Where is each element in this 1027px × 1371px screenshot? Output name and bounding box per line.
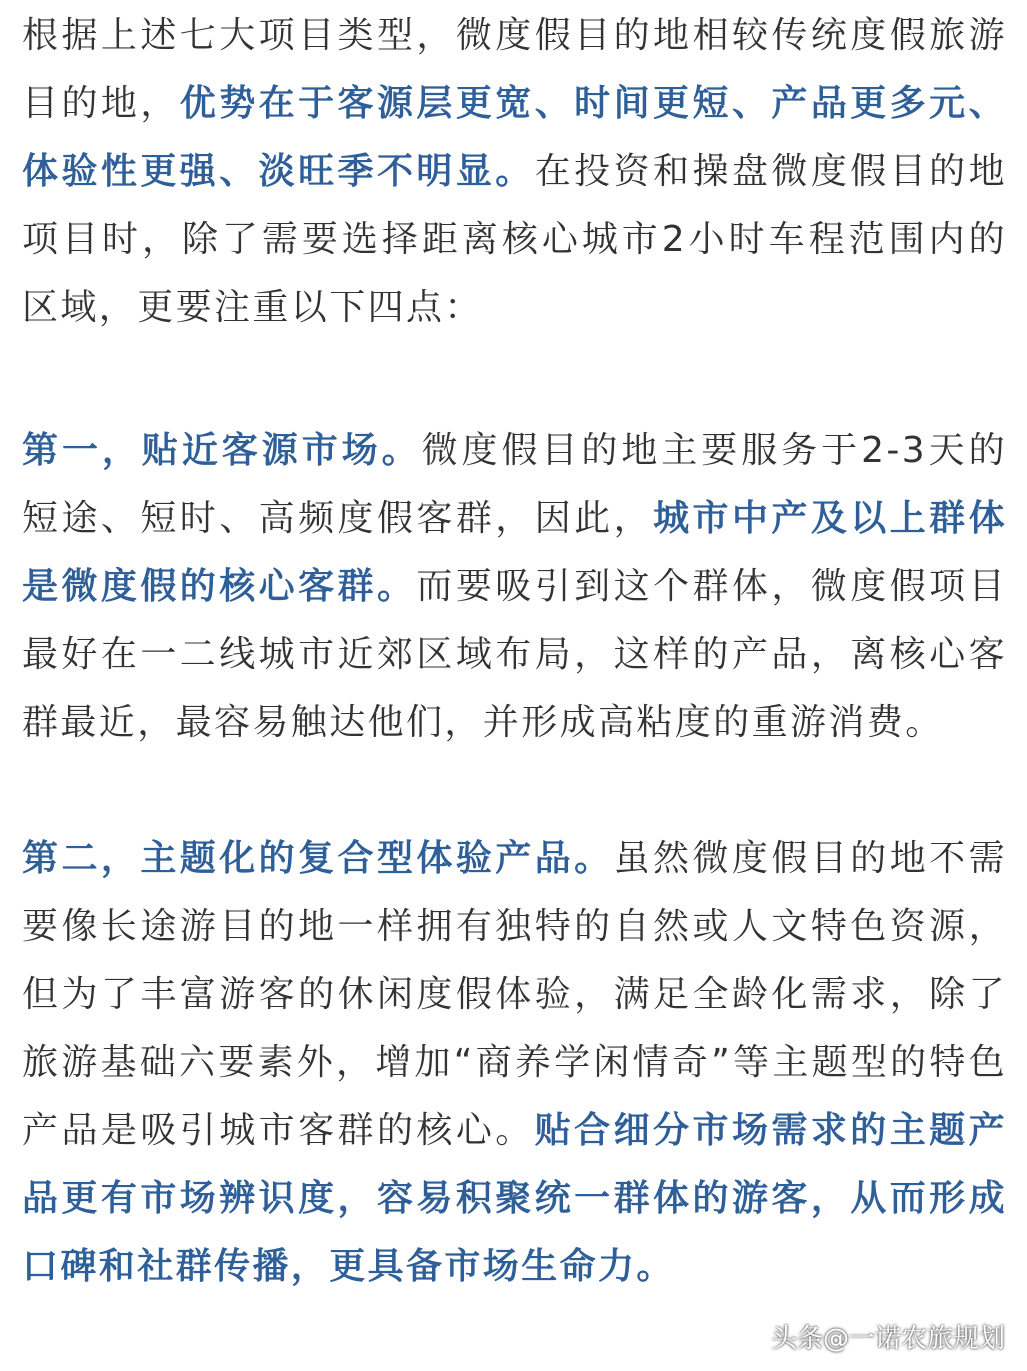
article-body [22,0,1007,1301]
point-one-emphasis: 城市中产及以上群体是微度假的核心客群。 [22,498,1007,607]
point-one-text-continued: 而要吸引到这个群体，微度假项目最好在一二线城市近郊区域布局，这样的产品，离核心客群最近，最容易触达他们，并形成高粘度的重游消费。 [22,566,1007,743]
intro-text-continued: 在投资和操盘微度假目的地项目时，除了需要选择距离核心城市2小时车程范围内的区域，更要注重以下四点： [22,151,1007,328]
point-one-heading: 第一，贴近客源市场。 [22,430,422,471]
point-two-emphasis: 贴合细分市场需求的主题产品更有市场辨识度，容易积聚统一群体的游客，从而形成口碑和社群传播，更具备市场生命力。 [22,1110,1007,1287]
point-two-heading: 第二，主题化的复合型体验产品。 [22,838,614,879]
paragraph-point-two [22,825,1007,1301]
intro-text: 根据上述七大项目类型，微度假目的地相较传统度假旅游目的地， [22,15,1007,124]
point-two-text: 虽然微度假目的地不需要像长途游目的地一样拥有独特的自然或人文特色资源，但为了丰富游客的休闲度假体验，满足全龄化需求，除了旅游基础六要素外，增加“商养学闲情奇”等主题型的特色产品是吸引城市客群的核心。 [22,838,1007,1151]
paragraph-intro [22,0,1007,342]
watermark-label: 头条@一诺农旅规划 [770,1324,1005,1354]
paragraph-point-one [22,417,1007,757]
point-one-text: 微度假目的地主要服务于2-3天的短途、短时、高频度假客群，因此， [22,430,1007,539]
intro-emphasis: 优势在于客源层更宽、时间更短、产品更多元、体验性更强、淡旺季不明显。 [22,83,1007,192]
